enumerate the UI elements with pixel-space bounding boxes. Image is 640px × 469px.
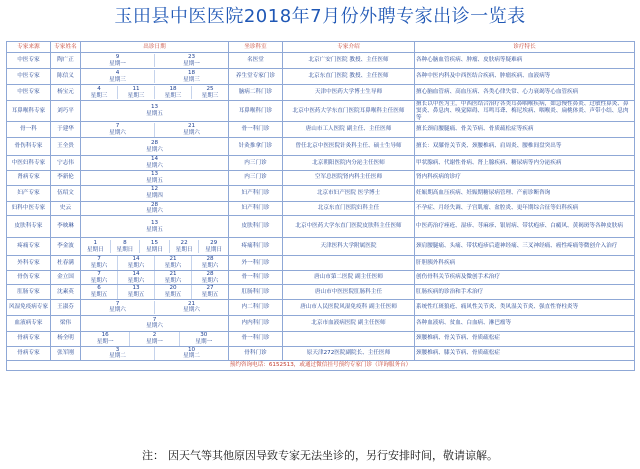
clinic-day: 7 [152, 316, 157, 323]
expert-name: 李映琳 [51, 216, 81, 238]
clinic-weekday: 星期三 [90, 92, 108, 99]
expert-source: 骨伤专家 [7, 270, 51, 285]
expert-source: 妇产专家 [7, 185, 51, 201]
clinic-day: 7 [115, 123, 120, 130]
clinic-weekday: 星期五 [146, 226, 163, 233]
clinic-date [155, 347, 228, 361]
clinic-dates [81, 299, 229, 315]
expert-specialty: 各种血液病、贫血、白血病、淋巴瘤等 [415, 315, 635, 331]
expert-intro: 空军总医院肾内科主任医师 [283, 170, 415, 185]
expert-source: 血液病专家 [7, 315, 51, 331]
clinic-dates [81, 53, 229, 69]
table-row [7, 170, 635, 185]
clinic-weekday: 星期六 [127, 262, 145, 269]
clinic-weekday: 星期六 [164, 262, 182, 269]
clinic-day: 23 [187, 53, 196, 60]
clinic-room: 耳鼻喉科门诊 [229, 101, 283, 122]
expert-source: 耳鼻喉科专家 [7, 101, 51, 122]
expert-name: 李金波 [51, 238, 81, 256]
clinic-day: 16 [101, 331, 109, 338]
expert-intro: 北京朝阳医院内分泌主任医师 [283, 156, 415, 171]
date-group [81, 171, 228, 185]
clinic-dates [81, 122, 229, 138]
clinic-date [81, 86, 118, 100]
clinic-dates [81, 285, 229, 300]
clinic-weekday: 星期三 [127, 92, 145, 99]
clinic-day: 13 [132, 285, 140, 292]
clinic-day: 9 [115, 53, 120, 60]
clinic-weekday: 星期六 [183, 129, 200, 136]
clinic-date [81, 171, 228, 185]
page-title: 玉田县中医医院2018年7月份外聘专家出诊一览表 [114, 6, 526, 27]
clinic-weekday: 星期五 [90, 292, 108, 299]
clinic-dates [81, 185, 229, 201]
expert-source: 疼痛专家 [7, 238, 51, 256]
clinic-date [81, 317, 228, 331]
expert-intro: 北京中医药大学东直门医院耳鼻喉科主任医师 [283, 101, 415, 122]
header-name: 专家姓名 [51, 42, 81, 53]
date-group [81, 301, 228, 315]
clinic-day: 7 [115, 300, 120, 307]
clinic-date [81, 332, 130, 346]
clinic-weekday: 星期日 [205, 246, 223, 253]
table-row [7, 85, 635, 101]
expert-source: 骨病专家 [7, 346, 51, 361]
clinic-date [199, 240, 228, 254]
clinic-date [155, 271, 192, 285]
clinic-date [155, 86, 192, 100]
expert-specialty: 妊娠期高血压疾病、妊娠期糖尿病管理、产前诊断咨询 [415, 185, 635, 201]
clinic-dates [81, 331, 229, 346]
clinic-room: 皮肤科门诊 [229, 216, 283, 238]
expert-source: 中医专家 [7, 85, 51, 101]
expert-intro: 北京东直门医院妇科主任 [283, 201, 415, 216]
clinic-day: 1 [93, 239, 98, 246]
clinic-day: 6 [97, 285, 101, 292]
table-footer-row [7, 361, 635, 371]
expert-intro [283, 331, 415, 346]
clinic-room: 妇产科门诊 [229, 201, 283, 216]
header-intro: 专家介绍 [283, 42, 415, 53]
table-row [7, 201, 635, 216]
clinic-room: 妇产科门诊 [229, 185, 283, 201]
expert-specialty: 系统性红斑狼疮、痛风性关节炎、类风湿关节炎、强直性脊柱炎等 [415, 299, 635, 315]
clinic-day: 14 [132, 256, 140, 263]
clinic-weekday: 星期六 [146, 323, 163, 330]
clinic-dates [81, 256, 229, 271]
expert-specialty: 中医药治疗痤疮、湿疹、荨麻疹、银屑病、带状疱疹、白癜风、黄褐斑等各种皮肤病 [415, 216, 635, 238]
date-group [81, 240, 228, 254]
expert-source: 骨病专家 [7, 331, 51, 346]
clinic-day: 7 [97, 270, 101, 277]
clinic-day: 7 [97, 256, 101, 263]
clinic-day: 28 [150, 140, 159, 147]
expert-source: 中医专家 [7, 53, 51, 69]
expert-name: 金立国 [51, 270, 81, 285]
expert-intro: 曾任北京中医医院针灸科主任、硕士生导师 [283, 138, 415, 156]
clinic-weekday: 星期六 [109, 129, 126, 136]
clinic-date [118, 285, 155, 299]
clinic-weekday: 星期六 [164, 277, 182, 284]
clinic-date [155, 54, 228, 68]
clinic-dates [81, 69, 229, 85]
booking-info: 预约咨询电话：6152513，或通过微信挂号预约专家门诊（详询服务台） [7, 361, 635, 371]
clinic-date [81, 347, 155, 361]
clinic-date [155, 256, 192, 270]
expert-specialty: 创伤骨科关节疾病及微创手术治疗 [415, 270, 635, 285]
clinic-room: 名医堂 [229, 53, 283, 69]
clinic-room: 肛肠科门诊 [229, 285, 283, 300]
clinic-date [81, 123, 155, 137]
clinic-date [192, 86, 228, 100]
clinic-weekday: 星期三 [201, 92, 219, 99]
clinic-weekday: 星期日 [146, 246, 163, 253]
clinic-day: 21 [187, 123, 196, 130]
clinic-day: 3 [115, 346, 120, 353]
clinic-day: 4 [115, 69, 120, 76]
date-group [81, 285, 228, 299]
expert-name: 梁伟 [51, 315, 81, 331]
clinic-weekday: 星期二 [109, 353, 126, 360]
expert-source: 肛肠专家 [7, 285, 51, 300]
expert-specialty: 各种心脑血管疾病、肿瘤、皮肤病等疑难病 [415, 53, 635, 69]
expert-intro: 原天津272医院副院长、主任医师 [283, 346, 415, 361]
expert-intro [283, 256, 415, 271]
clinic-day: 28 [206, 256, 214, 263]
expert-name: 张军刚 [51, 346, 81, 361]
clinic-date [180, 332, 228, 346]
clinic-weekday: 星期一 [195, 338, 213, 345]
clinic-date [111, 240, 141, 254]
clinic-weekday: 星期三 [109, 76, 126, 83]
clinic-date [155, 123, 228, 137]
clinic-date [81, 202, 228, 216]
clinic-day: 14 [132, 270, 140, 277]
clinic-date [81, 156, 228, 170]
clinic-room: 疼痛科门诊 [229, 238, 283, 256]
expert-source: 外科专家 [7, 256, 51, 271]
expert-source: 骨伤科专家 [7, 138, 51, 156]
date-group [81, 156, 228, 170]
expert-intro: 唐山市工人医院 副主任、主任医师 [283, 122, 415, 138]
expert-specialty: 擅长：双膝骨关节炎、颈腰椎病、肩周炎、腰椎间盘突出等 [415, 138, 635, 156]
clinic-date [155, 301, 228, 315]
clinic-day: 15 [150, 239, 159, 246]
clinic-date [81, 301, 155, 315]
expert-intro: 北京中医药大学东直门医院皮肤科主任医师 [283, 216, 415, 238]
clinic-weekday: 星期六 [146, 208, 163, 215]
clinic-room: 内二科门诊 [229, 299, 283, 315]
expert-intro: 天津医科大学附属医院 [283, 238, 415, 256]
expert-intro: 北京东直门医院 教授、主任医师 [283, 69, 415, 85]
expert-name: 伍绍文 [51, 185, 81, 201]
clinic-date [81, 240, 111, 254]
expert-source: 中医专家 [7, 69, 51, 85]
expert-name: 杨宝元 [51, 85, 81, 101]
clinic-weekday: 星期六 [109, 307, 126, 314]
table-row [7, 156, 635, 171]
clinic-date [81, 256, 118, 270]
expert-specialty: 颈肩腰腿痛、头痛、带状疱疹后遗神经痛、三叉神经痛、癌性疼痛等微创介入治疗 [415, 238, 635, 256]
expert-intro: 唐山市人民医院风湿免疫科 副主任医师 [283, 299, 415, 315]
expert-intro: 北京广安门医院 教授、主任医师 [283, 53, 415, 69]
clinic-weekday: 星期三 [164, 92, 182, 99]
table-header-row [7, 42, 635, 53]
date-group [81, 104, 228, 118]
expert-schedule-table [6, 41, 635, 371]
clinic-day: 2 [152, 331, 157, 338]
clinic-room: 脑病二科门诊 [229, 85, 283, 101]
clinic-dates [81, 346, 229, 361]
header-date: 出诊日期 [81, 42, 229, 53]
clinic-weekday: 星期六 [146, 146, 163, 153]
clinic-date [81, 220, 228, 234]
clinic-date [140, 240, 170, 254]
clinic-date [155, 70, 228, 84]
clinic-dates [81, 270, 229, 285]
clinic-day: 8 [123, 239, 127, 246]
table-row [7, 346, 635, 361]
clinic-weekday: 星期六 [183, 307, 200, 314]
table-row [7, 101, 635, 122]
date-group [81, 317, 228, 331]
clinic-date [81, 54, 155, 68]
date-group [81, 347, 228, 361]
clinic-room: 内三门诊 [229, 156, 283, 171]
expert-intro: 唐山市中医医院肛肠科主任 [283, 285, 415, 300]
clinic-day: 21 [169, 270, 177, 277]
expert-name: 陶广正 [51, 53, 81, 69]
clinic-weekday: 星期四 [146, 193, 163, 200]
clinic-weekday: 星期五 [201, 292, 219, 299]
clinic-day: 13 [150, 170, 159, 177]
clinic-dates [81, 238, 229, 256]
expert-name: 杨全明 [51, 331, 81, 346]
table-row [7, 238, 635, 256]
table-row [7, 69, 635, 85]
clinic-day: 28 [150, 201, 159, 208]
clinic-weekday: 星期五 [146, 177, 163, 184]
expert-name: 陈信义 [51, 69, 81, 85]
clinic-day: 20 [169, 285, 177, 292]
expert-name: 刘巧平 [51, 101, 81, 122]
clinic-room: 骨一科门诊 [229, 270, 283, 285]
clinic-dates [81, 156, 229, 171]
date-group [81, 256, 228, 270]
table-row [7, 122, 635, 138]
expert-specialty: 肛肠疾病的诊治和手术治疗 [415, 285, 635, 300]
clinic-room: 骨科门诊 [229, 346, 283, 361]
table-row [7, 53, 635, 69]
table-row [7, 256, 635, 271]
expert-specialty: 肝胆胰外科疾病 [415, 256, 635, 271]
date-group [81, 220, 228, 234]
expert-specialty: 颈腰椎病、骨关节病、骨质疏松症 [415, 331, 635, 346]
clinic-weekday: 星期三 [183, 76, 200, 83]
clinic-weekday: 星期六 [90, 277, 108, 284]
clinic-room: 内内科门诊 [229, 315, 283, 331]
clinic-day: 25 [206, 85, 214, 92]
clinic-weekday: 星期一 [109, 60, 126, 67]
clinic-weekday: 星期一 [146, 338, 163, 345]
clinic-room: 骨一科门诊 [229, 122, 283, 138]
clinic-weekday: 星期日 [175, 246, 193, 253]
clinic-room: 内三门诊 [229, 170, 283, 185]
clinic-day: 21 [187, 300, 196, 307]
expert-name: 王全贵 [51, 138, 81, 156]
clinic-day: 18 [169, 85, 177, 92]
table-row [7, 270, 635, 285]
clinic-weekday: 星期一 [183, 60, 200, 67]
clinic-day: 11 [132, 85, 140, 92]
clinic-day: 4 [97, 85, 101, 92]
expert-name: 于建华 [51, 122, 81, 138]
clinic-weekday: 星期六 [201, 277, 219, 284]
date-group [81, 123, 228, 137]
clinic-weekday: 星期一 [96, 338, 114, 345]
clinic-day: 22 [180, 239, 188, 246]
clinic-dates [81, 170, 229, 185]
expert-intro: 天津中医药大学博士生导师 [283, 85, 415, 101]
table-row [7, 138, 635, 156]
date-group [81, 332, 228, 346]
expert-specialty: 甲状腺病、代谢性骨病、肾上腺疾病、糖尿病等内分泌疾病 [415, 156, 635, 171]
date-group [81, 140, 228, 154]
clinic-date [81, 186, 228, 200]
expert-name: 史云 [51, 201, 81, 216]
table-row [7, 315, 635, 331]
clinic-date [81, 271, 118, 285]
clinic-date [81, 104, 228, 118]
table-row [7, 299, 635, 315]
clinic-day: 13 [150, 219, 159, 226]
expert-specialty: 肾内科疾病的诊疗 [415, 170, 635, 185]
clinic-date [81, 140, 228, 154]
expert-intro: 北京市妇产医院 医学博士 [283, 185, 415, 201]
clinic-weekday: 星期五 [146, 111, 163, 118]
clinic-dates [81, 216, 229, 238]
clinic-day: 28 [206, 270, 214, 277]
clinic-day: 14 [150, 156, 159, 163]
clinic-date [192, 256, 228, 270]
table-row [7, 216, 635, 238]
clinic-weekday: 星期六 [90, 262, 108, 269]
clinic-weekday: 星期六 [146, 163, 163, 170]
clinic-day: 21 [169, 256, 177, 263]
table-row [7, 331, 635, 346]
clinic-dates [81, 85, 229, 101]
clinic-weekday: 星期六 [201, 262, 219, 269]
expert-specialty: 不孕症、月经失调、子宫肌瘤、盆腔炎、更年期综合征等妇科疾病 [415, 201, 635, 216]
date-group [81, 202, 228, 216]
clinic-date [192, 285, 228, 299]
expert-specialty: 擅长以中医为主，中西医结合治疗各类耳鼻咽喉疾病，如急慢性鼻炎、过敏性鼻炎、鼻窦炎、鼻息肉、嗅觉障碍、耳鸣耳聋、梅尼埃病、咽喉炎、扁桃体炎、声带小结、息肉等 [415, 101, 635, 122]
notice-prefix: 注： [142, 449, 164, 462]
clinic-weekday: 星期日 [116, 246, 134, 253]
expert-name: 沈素英 [51, 285, 81, 300]
clinic-room: 针灸推拿门诊 [229, 138, 283, 156]
clinic-day: 30 [200, 331, 208, 338]
clinic-dates [81, 201, 229, 216]
header-source: 专家来源 [7, 42, 51, 53]
clinic-room: 骨一科门诊 [229, 331, 283, 346]
expert-intro: 北京市血液病医院 副主任医师 [283, 315, 415, 331]
clinic-date [81, 285, 118, 299]
expert-name: 杜春满 [51, 256, 81, 271]
clinic-weekday: 星期二 [183, 353, 200, 360]
date-group [81, 186, 228, 200]
notice-text: 因天气等其他原因导致专家无法坐诊的，另行安排时间，敬请谅解。 [168, 449, 498, 462]
expert-specialty: 颈腰椎病、膝关节病、骨质疏松症 [415, 346, 635, 361]
clinic-day: 10 [187, 346, 196, 353]
clinic-dates [81, 138, 229, 156]
expert-source: 中医妇科专家 [7, 156, 51, 171]
clinic-date [118, 86, 155, 100]
date-group [81, 271, 228, 285]
clinic-day: 12 [150, 186, 159, 193]
clinic-dates [81, 315, 229, 331]
clinic-date [118, 271, 155, 285]
expert-name: 李新伦 [51, 170, 81, 185]
clinic-room: 外一科门诊 [229, 256, 283, 271]
expert-source: 肾病专家 [7, 170, 51, 185]
clinic-dates [81, 101, 229, 122]
clinic-weekday: 星期六 [127, 277, 145, 284]
date-group [81, 70, 228, 84]
table-row [7, 285, 635, 300]
expert-specialty: 擅心脑血管病、高血压病、各类心律失常、心力衰竭等心血管疾病 [415, 85, 635, 101]
expert-specialty: 各种中医内科及中西医结合疾病、肿瘤疾病、血液病等 [415, 69, 635, 85]
clinic-date [130, 332, 179, 346]
expert-specialty: 擅长颈肩腰腿痛、骨关节病、骨质疏松症等疾病 [415, 122, 635, 138]
clinic-date [192, 271, 228, 285]
clinic-date [155, 285, 192, 299]
header-special: 诊疗特长 [415, 42, 635, 53]
clinic-day: 29 [210, 239, 218, 246]
date-group [81, 86, 228, 100]
date-group [81, 54, 228, 68]
clinic-weekday: 星期五 [127, 292, 145, 299]
clinic-day: 18 [187, 69, 196, 76]
clinic-day: 13 [150, 104, 159, 111]
expert-name: 王淑芬 [51, 299, 81, 315]
clinic-date [81, 70, 155, 84]
notice [0, 448, 640, 464]
clinic-day: 27 [206, 285, 214, 292]
clinic-date [118, 256, 155, 270]
header-room: 坐诊科室 [229, 42, 283, 53]
expert-source: 妇科中医专家 [7, 201, 51, 216]
expert-source: 风湿免疫病专家 [7, 299, 51, 315]
expert-intro: 唐山市第二医院 副主任医师 [283, 270, 415, 285]
clinic-room: 养生堂专家门诊 [229, 69, 283, 85]
expert-source: 皮肤科专家 [7, 216, 51, 238]
clinic-weekday: 星期五 [164, 292, 182, 299]
expert-name: 宁志伟 [51, 156, 81, 171]
clinic-weekday: 星期日 [86, 246, 104, 253]
expert-source: 骨一科 [7, 122, 51, 138]
table-row [7, 185, 635, 201]
clinic-date [170, 240, 200, 254]
